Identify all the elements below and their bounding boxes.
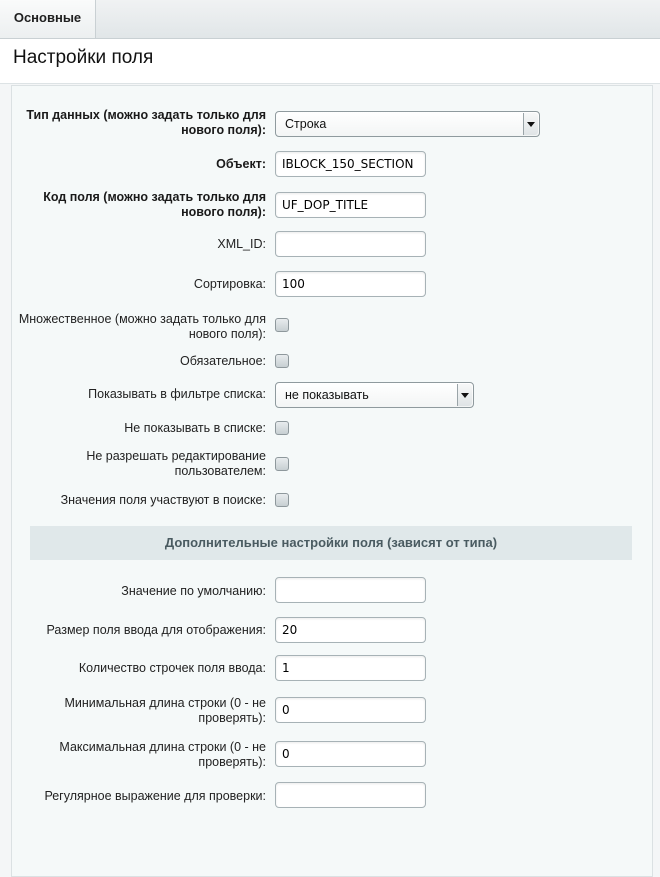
required-label: Обязательное: xyxy=(180,354,266,368)
xml-id-input[interactable] xyxy=(275,231,426,257)
default-value-label: Значение по умолчанию: xyxy=(121,584,266,598)
show-filter-select[interactable] xyxy=(275,382,474,408)
input-size-label: Размер поля ввода для отображения: xyxy=(46,623,266,637)
show-filter-label: Показывать в фильтре списка: xyxy=(88,387,266,401)
field-code-input[interactable] xyxy=(275,192,426,218)
max-length-label: Максимальная длина строки (0 - не проверять): xyxy=(59,740,266,769)
no-user-edit-label: Не разрешать редактирование пользователем: xyxy=(86,449,266,478)
data-type-value: Строка xyxy=(285,117,327,131)
sort-label: Сортировка: xyxy=(193,277,266,291)
data-type-label: Тип данных (можно задать только для нового поля): xyxy=(26,108,266,137)
input-size-input[interactable] xyxy=(275,617,426,643)
searchable-label: Значения поля участвуют в поиске: xyxy=(60,493,266,507)
regexp-input[interactable] xyxy=(275,782,426,808)
data-type-select[interactable] xyxy=(275,111,540,137)
page-title: Настройки поля xyxy=(13,47,154,68)
default-value-input[interactable] xyxy=(275,577,426,603)
object-label: Объект: xyxy=(216,157,266,171)
sort-input[interactable] xyxy=(275,271,426,297)
chevron-down-icon xyxy=(457,384,472,406)
max-length-input[interactable] xyxy=(275,741,426,767)
rows-input[interactable] xyxy=(275,655,426,681)
regexp-label: Регулярное выражение для проверки: xyxy=(44,789,266,803)
min-length-label: Минимальная длина строки (0 - не проверять): xyxy=(64,696,266,725)
hide-in-list-label: Не показывать в списке: xyxy=(124,421,266,435)
section-header: Дополнительные настройки поля (зависят от типа) xyxy=(30,526,632,560)
xml-id-label: XML_ID: xyxy=(217,237,266,251)
tab-main[interactable]: Основные xyxy=(0,0,96,38)
min-length-input[interactable] xyxy=(275,697,426,723)
field-code-label: Код поля (можно задать только для нового поля): xyxy=(43,190,266,219)
no-user-edit-checkbox[interactable] xyxy=(275,457,289,471)
searchable-checkbox[interactable] xyxy=(275,493,289,507)
chevron-down-icon xyxy=(523,113,538,135)
multiple-checkbox[interactable] xyxy=(275,318,289,332)
required-checkbox[interactable] xyxy=(275,354,289,368)
object-input[interactable] xyxy=(275,151,426,177)
hide-in-list-checkbox[interactable] xyxy=(275,421,289,435)
multiple-label: Множественное (можно задать только для нового поля): xyxy=(18,312,266,341)
show-filter-value: не показывать xyxy=(285,388,369,402)
tab-bar xyxy=(0,0,660,39)
rows-label: Количество строчек поля ввода: xyxy=(78,661,266,675)
